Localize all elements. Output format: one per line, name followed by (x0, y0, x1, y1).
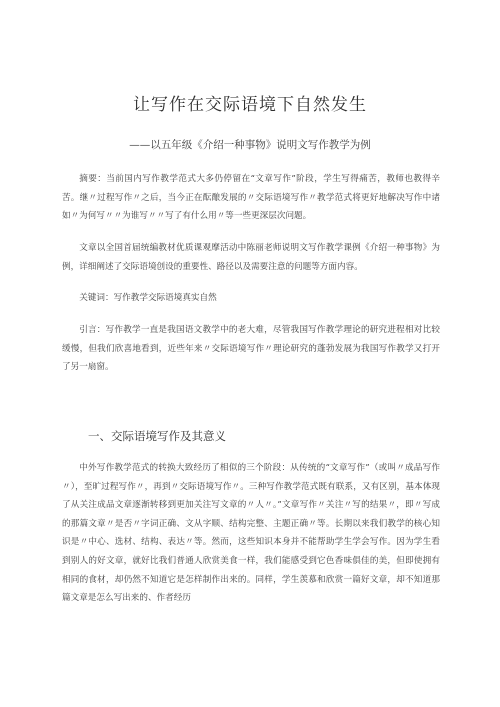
section-body-paragraph: 中外写作教学范式的转换大致经历了相似的三个阶段：从传统的“文章写作”（或叫〃成品写作〃），至旷过程写作〃，再到〃交际语境写作〃。三种写作教学范式既有联系，又有区别，基本体现了从关注成品文章逐渐转移到更加关注写文章的〃人〃。”文章写作〃关注〃写的结果〃，即〃写成的那篇文章〃是否〃字词正确、文从字顺、结构完整、主题正确〃等。长期以来我们教学的核心知识是〃中心、选材、结构、表达〃等。然而，这些知识本身并不能帮助学生学会写作。因为学生看到别人的好文章，就好比我们普通人欣赏美食一样，我们能感受到它色香味俱佳的美，但即使拥有相同的食材，却仍然不知道它是怎样制作出来的。同样，学生羡慕和欣赏一篇好文章，却不知道那篇文章是怎么写出来的、作者经历 (62, 463, 440, 604)
document-subtitle: ——以五年级《介绍一种事物》说明文写作教学为例 (129, 139, 371, 151)
summary-paragraph: 文章以全国首届统编教材优质课观摩活动中陈丽老师说明文写作教学课例《介绍一种事物》为例，详细阐述了交际语境创设的重要性、路径以及需要注意的问题等方面内容。 (62, 243, 440, 272)
intro-paragraph: 引言：写作教学一直是我国语文教学中的老大难，尽管我国写作教学理论的研究进程相对比较缓慢，但我们欣喜地看到，近些年来〃交际语境写作〃理论研究的蓬勃发展为我国写作教学又打开了另一扇窗。 (62, 325, 440, 373)
section-heading: 一、交际语境写作及其意义 (88, 429, 226, 443)
document-title: 让写作在交际语境下自然发生 (133, 95, 367, 115)
abstract-paragraph: 摘要：当前国内写作教学范式大多仍停留在“文章写作”阶段，学生写得痛苦，教师也教得辛苦。继〃过程写作〃之后，当今正在酝酿发展的〃交际语境写作〃教学范式将更好地解决写作中诸如〃为何写〃〃为谁写〃〃写了有什么用〃等一些更深层次问题。 (62, 174, 440, 222)
keywords-line: 关键词：写作教学交际语境真实自然 (79, 293, 217, 303)
